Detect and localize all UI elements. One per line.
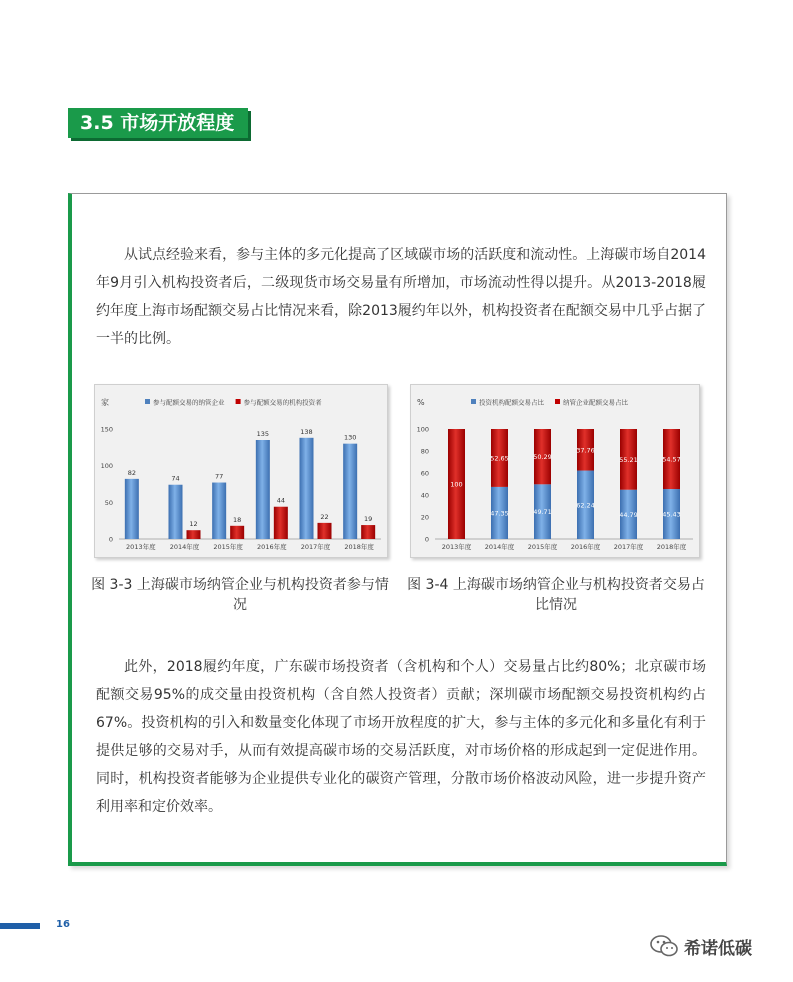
bar <box>169 485 183 539</box>
chart-share <box>410 384 700 558</box>
x-tick-label: 2016年度 <box>257 543 287 551</box>
chart-caption-3-4: 图 3-4 上海碳市场纳管企业与机构投资者交易占比情况 <box>407 577 705 613</box>
y-tick-label: 40 <box>420 491 429 500</box>
data-label: 62.24 <box>576 501 595 510</box>
data-label: 82 <box>127 468 136 477</box>
data-label: 44.79 <box>619 510 638 519</box>
data-label: 50.29 <box>533 453 552 462</box>
y-tick-label: 60 <box>420 469 429 478</box>
x-tick-label: 2018年度 <box>656 543 687 551</box>
bar <box>230 526 244 539</box>
chart-share-svg <box>411 385 701 559</box>
x-tick-label: 2013年度 <box>441 543 472 551</box>
bar <box>274 507 288 539</box>
data-label: 45.43 <box>662 510 681 519</box>
y-tick-label: 0 <box>424 535 429 544</box>
chart-participation-svg <box>95 385 389 559</box>
data-label: 49.71 <box>533 508 552 517</box>
legend-label: 参与配额交易的机构投资者 <box>243 398 322 407</box>
x-tick-label: 2016年度 <box>570 543 601 551</box>
bar <box>343 444 357 539</box>
y-unit-label: % <box>417 398 425 407</box>
legend-swatch <box>145 399 150 404</box>
bar <box>187 530 201 539</box>
y-tick-label: 0 <box>108 535 113 544</box>
data-label: 74 <box>171 474 180 483</box>
data-label: 100 <box>450 480 463 489</box>
data-label: 37.76 <box>576 446 595 455</box>
data-label: 55.21 <box>619 455 638 464</box>
section-title: 3.5 市场开放程度 <box>68 108 248 138</box>
data-label: 47.35 <box>490 509 509 518</box>
bar <box>212 483 226 539</box>
x-tick-label: 2014年度 <box>484 543 515 551</box>
y-tick-label: 100 <box>100 462 113 471</box>
paragraph-conclusion: 此外，2018履约年度，广东碳市场投资者（含机构和个人）交易量占比约80%；北京碳市场配额交易95%的成交量由投资机构（含自然人投资者）贡献；深圳碳市场配额交易投资机构约占67%。投资机构的引入和数量变化体现了市场开放程度的扩大，参与主体的多元化和多量化有利于提供足够的交易对手，从而有效提高碳市场的交易活跃度，对市场价格的形成起到一定促进作用。同时，机构投资者能够为企业提供专业化的碳资产管理，分散市场价格波动风险，进一步提升资产利用率和定价效率。 <box>96 659 706 815</box>
bar <box>125 479 139 539</box>
x-tick-label: 2013年度 <box>126 543 156 551</box>
data-label: 138 <box>300 427 313 436</box>
brand-logo <box>650 934 752 958</box>
footer-bar <box>0 923 40 929</box>
legend-swatch <box>236 399 241 404</box>
data-label: 22 <box>320 512 329 521</box>
data-label: 135 <box>256 430 270 438</box>
legend-swatch <box>555 399 560 404</box>
legend-swatch <box>471 399 476 404</box>
legend-label: 参与配额交易的纳管企业 <box>153 398 225 407</box>
x-tick-label: 2015年度 <box>213 543 243 551</box>
paragraph-intro: 从试点经验来看，参与主体的多元化提高了区域碳市场的活跃度和流动性。上海碳市场自2014年9月引入机构投资者后，二级现货市场交易量有所增加，市场流动性得以提升。从2013-2018履约年度上海市场配额交易占比情况来看，除2013履约年以外，机构投资者在配额交易中几乎占据了一半的比例。 <box>96 247 706 347</box>
data-label: 19 <box>364 515 373 524</box>
legend-label: 投资机构配额交易占比 <box>479 398 544 407</box>
page-number: 16 <box>56 919 70 930</box>
data-label: 18 <box>233 515 242 524</box>
data-label: 130 <box>343 433 357 442</box>
chart-participation <box>94 384 388 558</box>
data-label: 44 <box>276 496 285 505</box>
data-label: 77 <box>215 472 224 481</box>
chart-caption-3-3: 图 3-3 上海碳市场纳管企业与机构投资者参与情况 <box>91 577 389 613</box>
bar <box>256 440 270 539</box>
x-tick-label: 2017年度 <box>613 543 644 551</box>
y-tick-label: 100 <box>416 425 429 434</box>
y-tick-label: 50 <box>104 498 113 507</box>
legend-label: 纳管企业配额交易占比 <box>563 398 628 407</box>
y-tick-label: 150 <box>100 425 113 434</box>
brand-name: 希诺低碳 <box>684 938 752 959</box>
bar <box>300 438 314 539</box>
x-tick-label: 2014年度 <box>169 543 200 551</box>
x-tick-label: 2015年度 <box>527 543 558 551</box>
wechat-icon <box>650 935 678 957</box>
x-tick-label: 2017年度 <box>300 543 331 551</box>
y-tick-label: 80 <box>420 447 429 456</box>
x-tick-label: 2018年度 <box>344 543 374 551</box>
bar <box>361 525 375 539</box>
data-label: 52.65 <box>490 454 509 463</box>
y-tick-label: 20 <box>420 513 429 522</box>
data-label: 12 <box>189 520 198 529</box>
data-label: 54.57 <box>662 455 681 464</box>
bar <box>318 523 332 539</box>
y-unit-label: 家 <box>101 398 109 407</box>
